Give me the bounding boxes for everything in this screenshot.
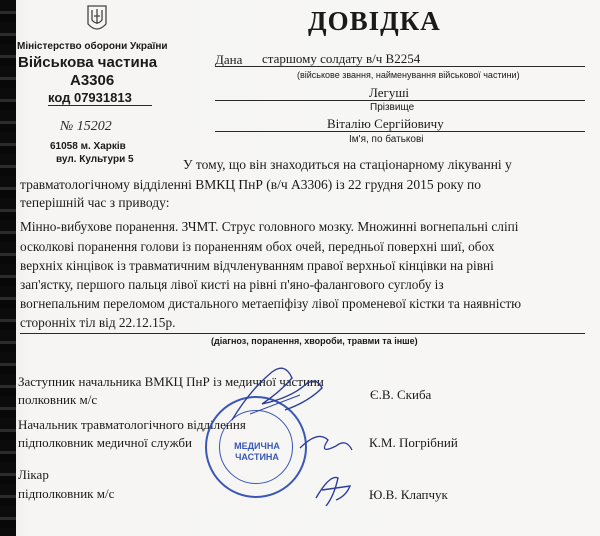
unit-number: А3306 [70, 72, 115, 89]
diagnosis-line: вогнепальним переломом дистального метаепіфізу лівої променевої кістки та наявністю [20, 296, 522, 311]
body-line-2: травматологічному відділенні ВМКЦ ПнР (в/ч А3306) із 22 грудня 2015 року по [20, 177, 481, 192]
unit-code: код 07931813 [48, 90, 132, 105]
body-line-3: теперішній час з приводу: [20, 195, 170, 210]
signer-title: Лікар [18, 467, 49, 482]
diagnosis-line: сторонніх тіл від 22.12.15р. [20, 315, 176, 330]
recipient-surname: Легуші [369, 85, 409, 100]
diagnosis-line: Мінно-вибухове поранення. ЗЧМТ. Струс головного мозку. Множинні вогнепальні сліпі [20, 219, 519, 234]
diagnosis-caption: (діагноз, поранення, хвороби, травми та інше) [211, 336, 418, 346]
recipient-label: Дана [215, 52, 243, 67]
signer-name: Є.В. Скиба [370, 387, 432, 402]
registration-number: № 15202 [60, 119, 112, 134]
ministry-name: Міністерство оборони України [17, 41, 168, 52]
body-line-1: У тому, що він знаходиться на стаціонарному лікуванні у [183, 157, 512, 172]
name-caption: Ім'я, по батькові [349, 134, 424, 145]
document-title: ДОВІДКА [308, 6, 441, 36]
surname-caption: Прізвище [370, 102, 415, 113]
recipient-name: Віталію Сергійовичу [327, 116, 444, 131]
recipient-rank: старшому солдату в/ч В2254 [262, 51, 421, 66]
signer-title: Заступник начальника ВМКЦ ПнР із медичної частини [18, 374, 324, 389]
signer-title: Начальник травматологічного відділення [18, 417, 246, 432]
signer-rank: полковник м/с [18, 392, 98, 407]
diagnosis-line: зап'ястку, першого пальця лівої кисті на рівні п'яно-фалангового суглобу із [20, 277, 444, 292]
stamp-center-text: МЕДИЧНА ЧАСТИНА [234, 441, 280, 462]
signer-name: Ю.В. Клапчук [369, 487, 448, 502]
diagnosis-line: верхніх кінцівок із травматичним відчленуванням правої верхньої кінцівки на рівні [20, 258, 494, 273]
diagnosis-line: осколкові поранення голови із пораненням обох очей, передньої поверхні шиї, обох [20, 239, 495, 254]
address-street: вул. Культури 5 [56, 154, 134, 165]
signer-name: К.М. Погрібний [369, 435, 458, 450]
rank-caption: (військове звання, найменування військової частини) [297, 70, 520, 80]
address-city: 61058 м. Харків [50, 141, 126, 152]
unit-title: Військова частина [18, 54, 158, 71]
signer-rank: підполковник медичної служби [18, 435, 192, 450]
signer-rank: підполковник м/с [18, 486, 115, 501]
